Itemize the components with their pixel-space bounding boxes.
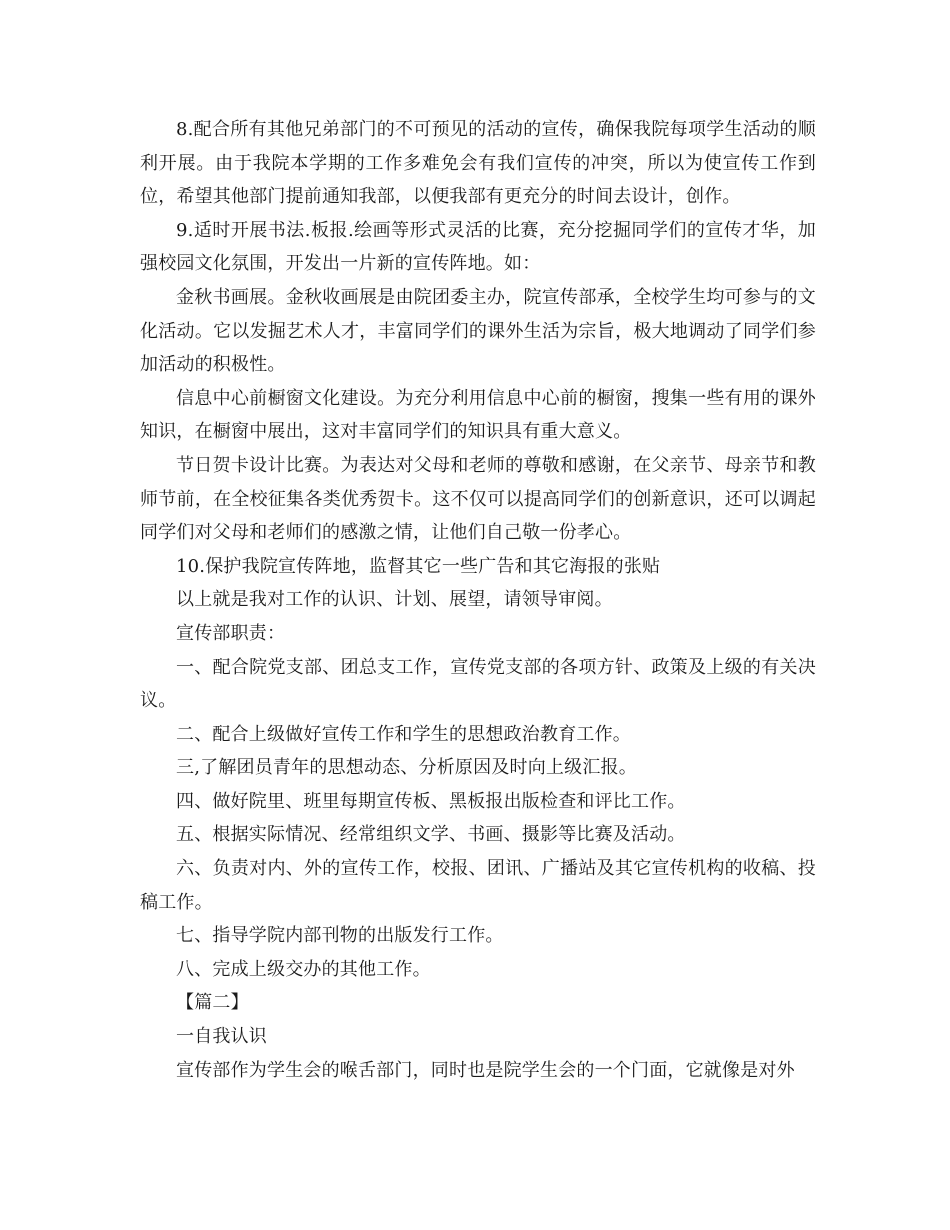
paragraph-greeting-card-contest: 节日贺卡设计比赛。为表达对父母和老师的尊敬和感谢，在父亲节、母亲节和教师节前，在全校征集各类优秀贺卡。这不仅可以提高同学们的创新意识，还可以调起同学们对父母和老师们的感激之情，让他们自己敬一份孝心。 xyxy=(140,454,816,544)
document-body xyxy=(140,113,816,1087)
duty-item-4: 四、做好院里、班里每期宣传板、黑板报出版检查和评比工作。 xyxy=(176,790,686,812)
duty-item-8: 八、完成上级交办的其他工作。 xyxy=(176,958,431,980)
paragraph-item-8: 8.配合所有其他兄弟部门的不可预见的活动的宣传，确保我院每项学生活动的顺利开展。由于我院本学期的工作多难免会有我们宣传的冲突，所以为使宣传工作到位，希望其他部门提前通知我部，以便我部有更充分的时间去设计，创作。 xyxy=(140,119,816,208)
section-heading-duties: 宣传部职责： xyxy=(176,622,286,644)
paragraph-publicity-intro: 宣传部作为学生会的喉舌部门，同时也是院学生会的一个门面，它就像是对外 xyxy=(176,1059,795,1081)
paragraph-showcase-culture: 信息中心前橱窗文化建设。为充分利用信息中心前的橱窗，搜集一些有用的课外知识，在橱窗中展出，这对丰富同学们的知识具有重大意义。 xyxy=(140,387,816,443)
duty-item-3: 三,了解团员青年的思想动态、分析原因及时向上级汇报。 xyxy=(176,757,637,779)
duty-item-7: 七、指导学院内部刊物的出版发行工作。 xyxy=(176,925,504,947)
duty-item-6: 六、负责对内、外的宣传工作，校报、团讯、广播站及其它宣传机构的收稿、投稿工作。 xyxy=(140,858,816,913)
paragraph-item-9: 9.适时开展书法.板报.绘画等形式灵活的比赛，充分挖掘同学们的宣传才华，加强校园文化氛围，开发出一片新的宣传阵地。如： xyxy=(140,219,816,275)
duty-item-1: 一、配合院党支部、团总支工作，宣传党支部的各项方针、政策及上级的有关决议。 xyxy=(140,656,816,712)
subsection-heading-self-awareness: 一自我认识 xyxy=(176,1026,267,1048)
paragraph-item-10: 10.保护我院宣传阵地，监督其它一些广告和其它海报的张贴 xyxy=(176,555,661,577)
paragraph-autumn-art-exhibition: 金秋书画展。金秋收画展是由院团委主办，院宣传部承，全校学生均可参与的文化活动。它以发掘艺术人才，丰富同学们的课外生活为宗旨，极大地调动了同学们参加活动的积极性。 xyxy=(140,286,816,376)
section-heading-part-two: 【篇二】 xyxy=(176,992,249,1014)
paragraph-conclusion: 以上就是我对工作的认识、计划、展望，请领导审阅。 xyxy=(176,589,613,611)
duty-item-2: 二、配合上级做好宣传工作和学生的思想政治教育工作。 xyxy=(176,723,631,745)
duty-item-5: 五、根据实际情况、经常组织文学、书画、摄影等比赛及活动。 xyxy=(176,824,686,846)
